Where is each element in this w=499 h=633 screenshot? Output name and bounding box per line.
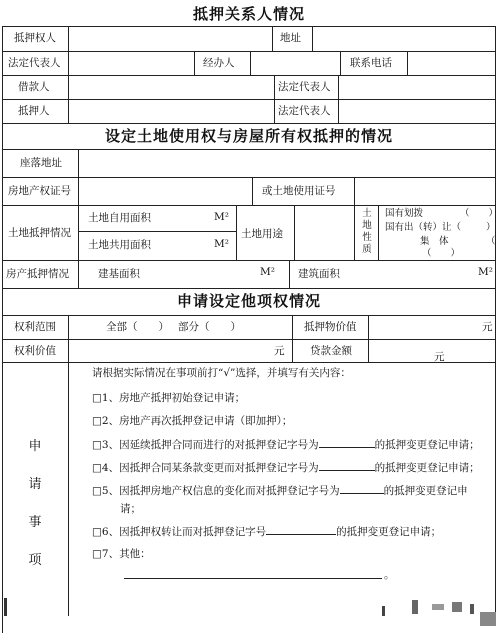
- label-legal-rep-1: 法定代表人: [8, 57, 61, 69]
- application-item-3[interactable]: □3、因延续抵押合同而进行的对抵押登记字号为 的抵押变更登记申请；: [92, 439, 480, 451]
- label-scope: 权利范围: [14, 321, 56, 333]
- scan-artifact: [452, 602, 462, 612]
- scan-artifact: [382, 606, 385, 616]
- application-item-1[interactable]: □1、房地产抵押初始登记申请；: [92, 392, 246, 404]
- item-3-blank[interactable]: [319, 437, 375, 448]
- scan-artifact: [432, 604, 444, 610]
- label-loan-amount: 贷款金额: [310, 345, 352, 357]
- paren-collective-open: （: [486, 236, 496, 247]
- option-state-transfer: 国有出（转）让（: [385, 222, 462, 233]
- application-item-2[interactable]: □2、房地产再次抵押登记申请（即加押）；: [92, 415, 293, 427]
- application-item-6[interactable]: □6、因抵押权转让而对抵押登记字号 的抵押变更登记申请；: [92, 526, 442, 538]
- section-title-mortgage-relations: 抵押关系人情况: [192, 5, 305, 23]
- item-5-blank[interactable]: [340, 483, 384, 494]
- option-collective: 集 体: [420, 236, 449, 247]
- label-contact-phone: 联系电话: [350, 57, 392, 69]
- label-location: 座落地址: [20, 157, 62, 169]
- item-4-blank[interactable]: [319, 460, 375, 471]
- scan-artifact: [412, 600, 418, 614]
- unit-yuan-2: 元: [274, 345, 285, 357]
- option-state-allocated: 国有划拨: [385, 208, 424, 219]
- label-right-value: 权利价值: [14, 345, 56, 357]
- scan-artifact: [4, 598, 7, 616]
- unit-m2-1: M²: [214, 211, 229, 223]
- label-base-area: 建基面积: [98, 268, 140, 280]
- paren-collective-close: （ ）: [422, 248, 461, 259]
- label-land-nature: 土 地 性 质: [362, 208, 372, 255]
- item-6-blank[interactable]: [266, 524, 336, 535]
- application-instruction: 请根据实际情况在事项前打“√”选择，并填写有关内容：: [92, 367, 351, 379]
- label-house-mortgage: 房产抵押情况: [6, 268, 69, 280]
- label-land-use: 土地用途: [241, 228, 283, 240]
- paren-allocated: （ ）: [460, 208, 499, 219]
- label-land-shared-area: 土地共用面积: [88, 239, 151, 251]
- label-address: 地址: [280, 32, 301, 44]
- label-borrower: 借款人: [18, 81, 50, 93]
- scan-artifact: [470, 604, 474, 614]
- application-item-4[interactable]: □4、因抵押合同某条款变更而对抵押登记字号为 的抵押变更登记申请；: [92, 462, 480, 474]
- label-cert-no: 房地产权证号: [8, 185, 71, 197]
- unit-yuan-1: 元: [482, 321, 493, 333]
- option-all: 全部（ ）: [106, 321, 169, 333]
- unit-m2-2: M²: [214, 238, 229, 250]
- label-land-mortgage: 土地抵押情况: [8, 227, 71, 239]
- scan-artifact: [480, 612, 496, 626]
- label-collateral-value: 抵押物价值: [304, 321, 357, 333]
- label-application-items: 申 请 事 项: [28, 439, 42, 568]
- label-or-land-cert: 或土地使用证号: [262, 185, 336, 197]
- unit-m2-4: M²: [478, 266, 493, 278]
- end-mark: 。: [384, 569, 395, 581]
- label-building-area: 建筑面积: [298, 268, 340, 280]
- label-legal-rep-3: 法定代表人: [278, 105, 331, 117]
- paren-transfer-close: ）: [486, 222, 496, 233]
- unit-m2-3: M²: [260, 266, 275, 278]
- application-item-5-continued: 请；: [120, 503, 141, 515]
- application-item-7[interactable]: □7、其他：: [92, 548, 151, 560]
- label-legal-rep-2: 法定代表人: [278, 81, 331, 93]
- section-title-setting-mortgage: 设定土地使用权与房屋所有权抵押的情况: [104, 127, 393, 145]
- option-part: 部分（ ）: [178, 321, 241, 333]
- label-mortgagor: 抵押人: [18, 105, 50, 117]
- mortgage-application-form: [2, 0, 499, 633]
- application-item-5[interactable]: □5、因抵押房地产权信息的变化而对抵押登记字号为 的抵押变更登记申: [92, 485, 468, 497]
- label-land-own-area: 土地自用面积: [88, 212, 151, 224]
- section-title-other-rights: 申请设定他项权情况: [176, 292, 321, 310]
- unit-yuan-3: 元: [434, 351, 445, 363]
- label-mortgagee: 抵押权人: [14, 32, 56, 44]
- label-agent: 经办人: [203, 57, 235, 69]
- other-details-line[interactable]: [124, 578, 382, 579]
